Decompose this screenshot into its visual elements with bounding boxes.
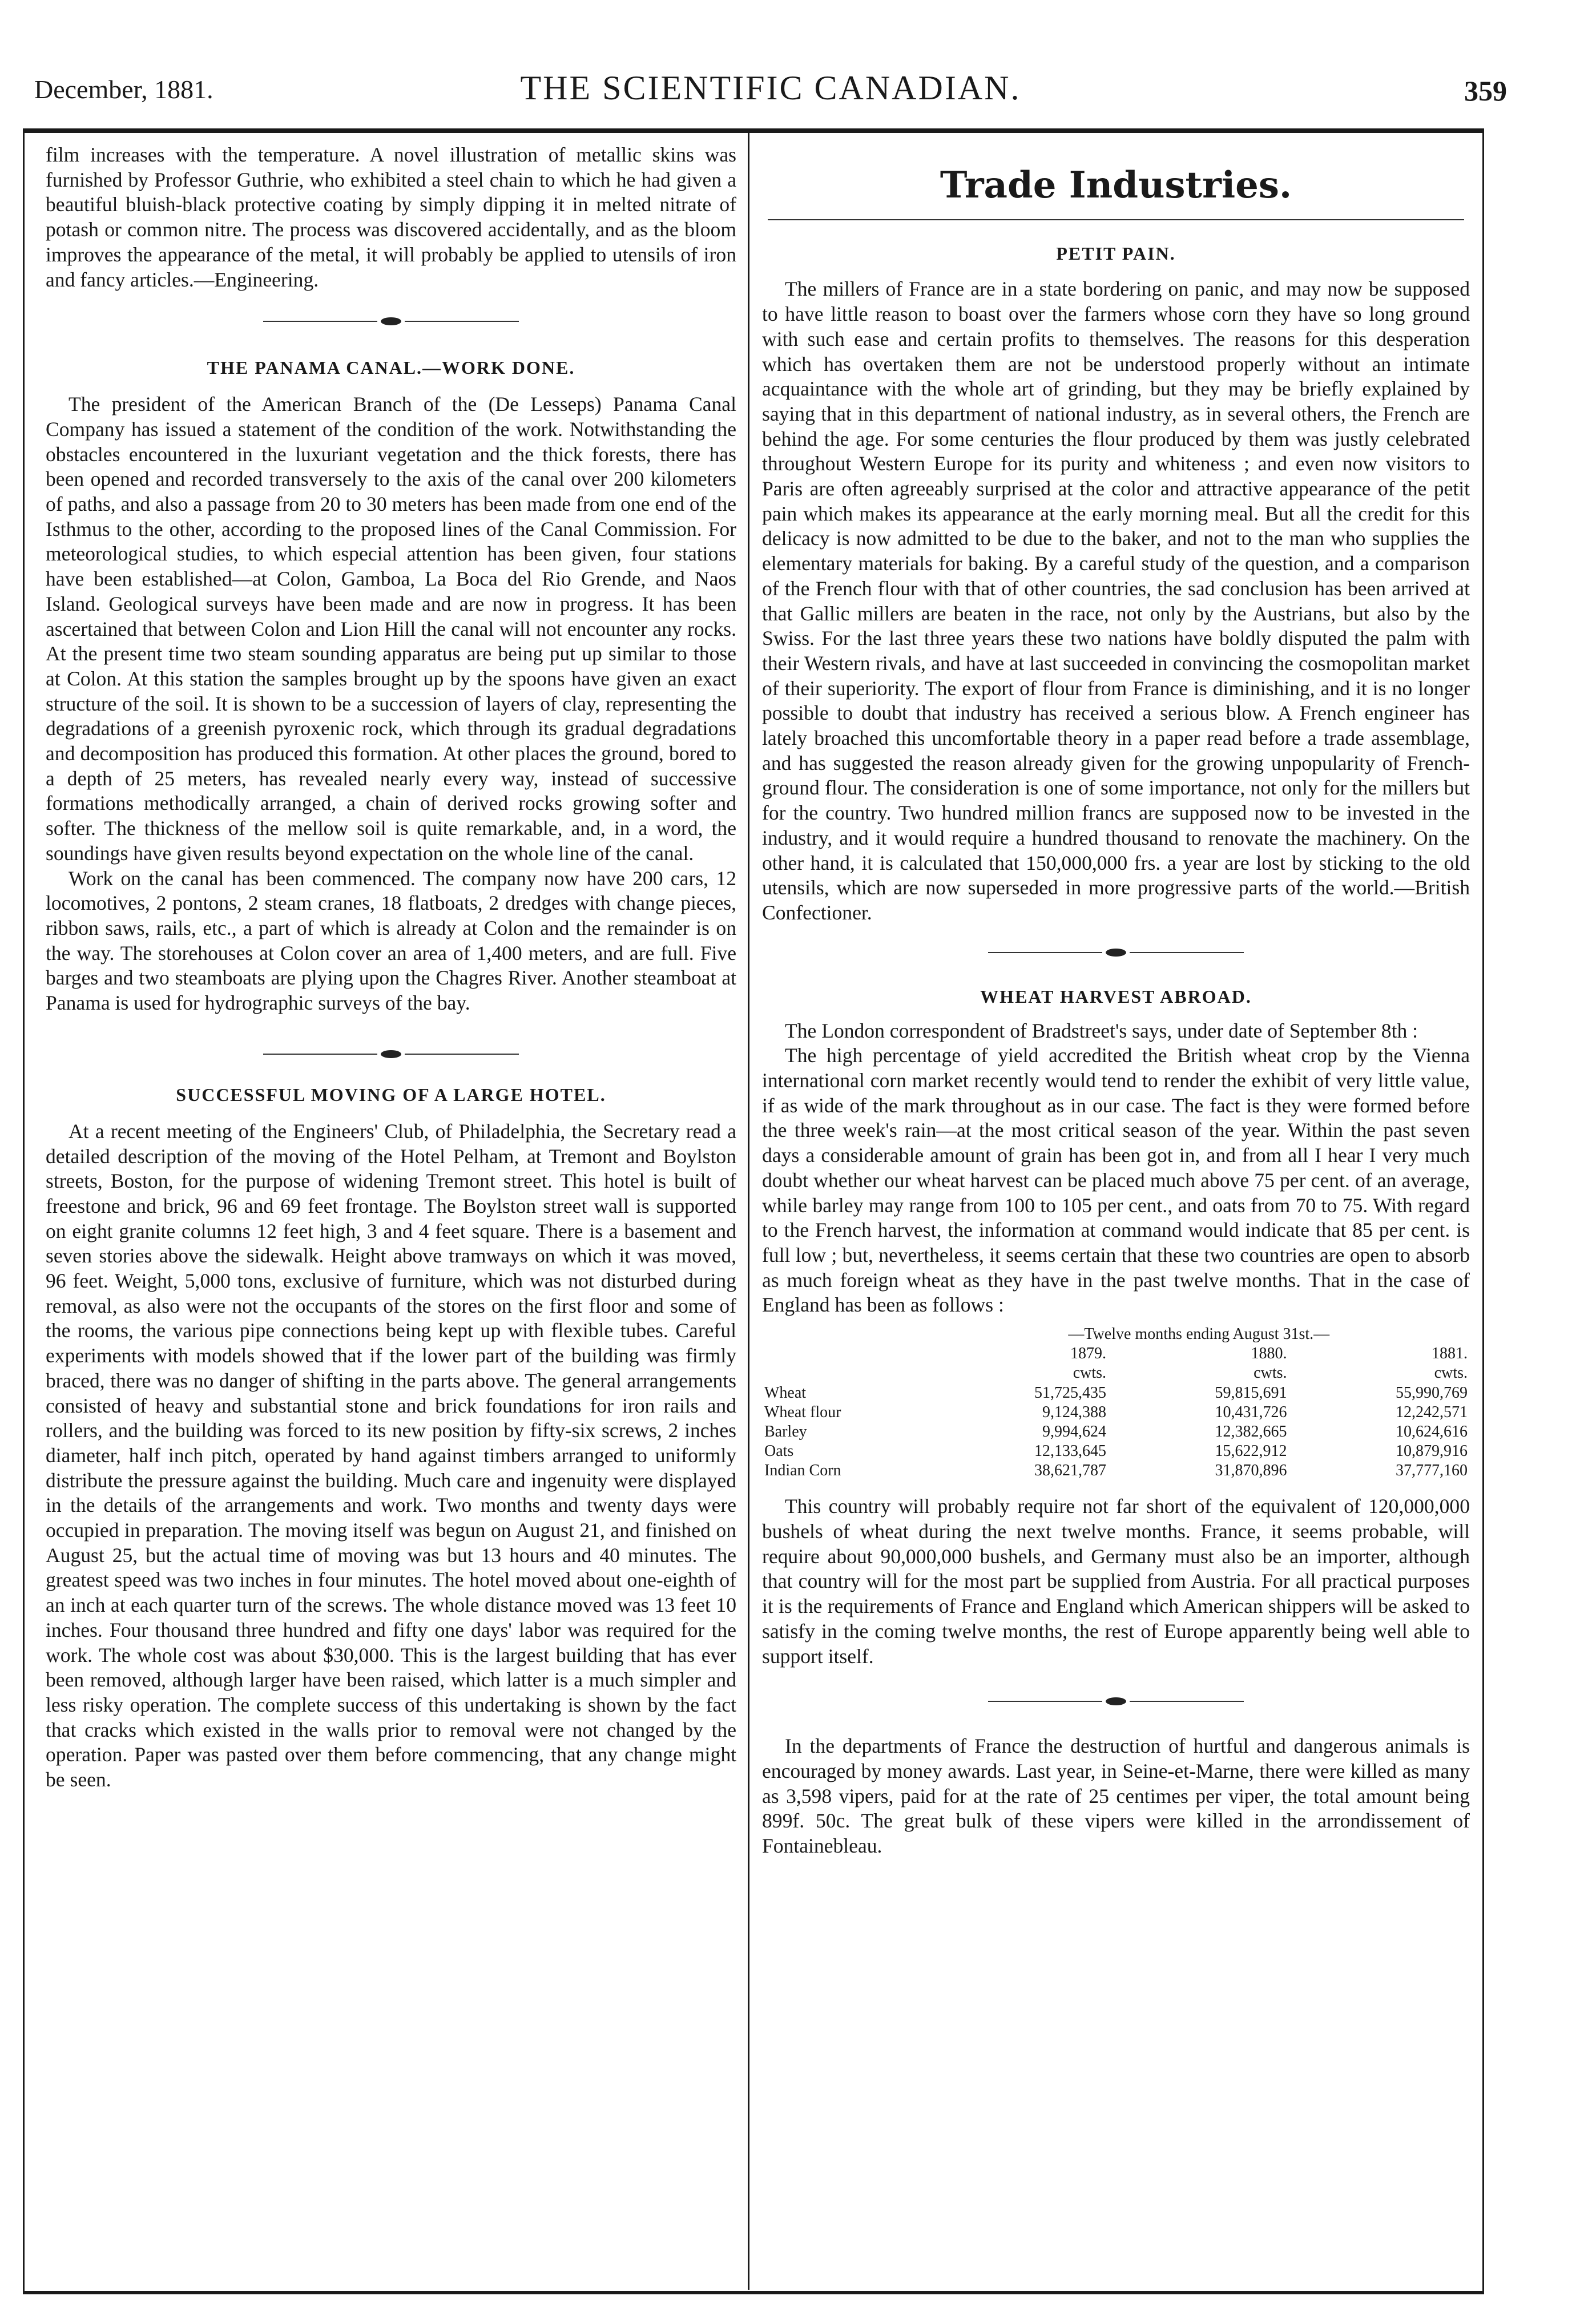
issue-date: December, 1881. <box>34 75 213 104</box>
table-cell: 37,777,160 <box>1396 1462 1468 1480</box>
table-cell: 10,624,616 <box>1396 1422 1468 1441</box>
table-cell: 51,725,435 <box>1034 1383 1107 1402</box>
page-number: 359 <box>1464 75 1507 107</box>
unit-header: cwts. <box>1434 1364 1468 1382</box>
intro-paragraph: film increases with the temperature. A novel illustration of metallic skins was furnished by Professor Guthrie, who exhibited a steel chain to which he had given a beautiful bluish-black protective coating by simply dipping it in melted nitrate of potash or common nitre. The process was discovered accidentally, and as the bloom improves the appearance of the metal, it will probably be applied to utensils of iron and fancy articles.—Engineering. <box>46 143 736 291</box>
panama-paragraph-1: The president of the American Branch of the (De Lesseps) Panama Canal Company has issued a statement of the condition of the work. Notwithstanding the obstacles encountered in the luxuriant vegetation and the thick forests, there has been opened and recorded transversely to the axis of the canal over 200 kilometers of paths, and also a passage from 20 to 30 meters has been made from one end of the Isthmus to the other, according to the proposed lines of the Canal Commission. For meteorological studies, to which especial attention has been given, four stations have been established—at Colon, Gamboa, La Boca del Rio Grende, and Naos Island. Geological surveys have been made and are now in progress. It has been ascertained that between Colon and Lion Hill the canal will not encounter any rocks. At the present time two steam sounding apparatus are being put up similar to those at Colon. At this station the samples brought up by the spoons have given an exact structure of the soil. It is shown to be a succession of layers of clay, representing the degradations of a greenish pyroxenic rock, which through its gradual degradations and decomposition has produced this formation. At other places the ground, bored to a depth of 25 meters, has revealed nearly every way, instead of successive formations methodically arranged, a chain of derived rocks growing softer and softer. The thickness of the mellow soil is quite remarkable, and, in a word, the soundings have given results beyond expectation on the whole line of the canal. <box>46 393 736 865</box>
year-header: 1881. <box>1432 1345 1468 1363</box>
row-label: Oats <box>764 1442 794 1460</box>
vipers-paragraph: In the departments of France the destruction of hurtful and dangerous animals is encouraged by money awards. Last year, in Seine-et-Marne, there were killed as many as 3,598 vipers, paid for at the rate of 25 centimes per viper, the total amount being 899f. 50c. The great bulk of these vipers were killed in the arrondissement of Fontainebleau. <box>762 1734 1470 1858</box>
table-row <box>762 1383 1470 1403</box>
table-cell: 55,990,769 <box>1396 1383 1468 1402</box>
row-label: Barley <box>764 1422 807 1441</box>
column-divider <box>748 132 749 2290</box>
wheat-paragraph-3: This country will probably require not far short of the equivalent of 120,000,000 bushels of wheat during the next twelve months. France, it seems probable, will require about 90,000,000 bushels, and Germany must also be an importer, although that country will for the most part be supplied from Austria. For all practical purposes it is the requirements of France and England which American shippers will be asked to satisfy in the coming twelve months, the rest of Europe apparently being well able to support itself. <box>762 1495 1470 1668</box>
table-cell: 38,621,787 <box>1034 1462 1107 1480</box>
year-header: 1879. <box>1070 1345 1107 1363</box>
table-row <box>762 1461 1470 1480</box>
wheat-paragraph-1: The London correspondent of Bradstreet's says, under date of September 8th : <box>785 1019 1418 1042</box>
section-ornament <box>762 1692 1470 1709</box>
table-cell: 59,815,691 <box>1215 1383 1287 1402</box>
panama-paragraph-2: Work on the canal has been commenced. The company now have 200 cars, 12 locomotives, 2 pontons, 2 steam cranes, 18 flatboats, 2 dredges with change pieces, ribbon saws, rails, etc., a part of which is already at Colon and the remainder is on the way. The storehouses at Colon cover an area of 1,400 meters, and are full. Five barges and two steamboats are plying upon the Chagres River. Another steamboat at Panama is used for hydrographic surveys of the bay. <box>46 866 736 1015</box>
table-cell: 9,124,388 <box>1042 1403 1107 1421</box>
publication-title: THE SCIENTIFIC CANADIAN. <box>520 69 1021 107</box>
table-row <box>762 1422 1470 1442</box>
section-ornament <box>762 943 1470 960</box>
table-cell: 9,994,624 <box>1042 1422 1107 1441</box>
year-header: 1880. <box>1251 1345 1287 1363</box>
table-cell: 31,870,896 <box>1215 1462 1287 1480</box>
table-cell: 10,431,726 <box>1215 1403 1287 1421</box>
table-caption: —Twelve months ending August 31st.— <box>1068 1325 1330 1343</box>
row-label: Wheat flour <box>764 1403 841 1421</box>
petit-pain-heading: PETIT PAIN. <box>1056 243 1176 264</box>
right-column <box>762 143 1470 2289</box>
wheat-heading: WHEAT HARVEST ABROAD. <box>980 986 1252 1007</box>
wheat-paragraph-2: The high percentage of yield accredited the British wheat crop by the Vienna international corn market recently would tend to render the exhibit of very little value, if as wide of the mark throughout as in our case. The fact is they were formed before the three week's rain—at the most critical season of the year. Within the past seven days a considerable amount of grain has been got in, and from all I hear I very much doubt whether our wheat harvest can be placed much above 75 per cent. of an average, while barley may range from 100 to 105 per cent., and oats from 70 to 75. With regard to the French harvest, the information at command would indicate that 85 per cent. is full low ; but, nevertheless, it seems certain that these two countries are open to absorb as much foreign wheat as they have in the past twelve months. That in the case of England has been as follows : <box>762 1044 1470 1317</box>
table-cell: 12,242,571 <box>1396 1403 1468 1421</box>
table-cell: 12,382,665 <box>1215 1422 1287 1441</box>
table-cell: 10,879,916 <box>1396 1442 1468 1460</box>
panama-heading: THE PANAMA CANAL.—WORK DONE. <box>207 357 575 378</box>
hotel-heading: SUCCESSFUL MOVING OF A LARGE HOTEL. <box>176 1084 606 1105</box>
section-ornament <box>46 1044 736 1062</box>
page-header <box>34 68 1507 131</box>
section-ornament <box>46 312 736 329</box>
table-cell: 15,622,912 <box>1215 1442 1287 1460</box>
table-row <box>762 1442 1470 1461</box>
petit-pain-paragraph: The millers of France are in a state bordering on panic, and may now be supposed to have little reason to boast over the farmers whose corn they have so long ground with such ease and certain profits to themselves. The reasons for this desperation which has overtaken them are not be understood properly without an intimate acquaintance with the whole art of grinding, but they may be briefly explained by saying that in this department of national industry, as in several others, the French are behind the age. For some centuries the flour produced by them was justly celebrated throughout Western Europe for its purity and whiteness ; and even now visitors to Paris are often agreeably surprised at the color and attractive appearance of the petit pain which makes its appearance at the early morning meal. But all the credit for this delicacy is now admitted to be due to the baker, and not to the man who supplies the elementary materials for baking. By a careful study of the question, and a comparison of the French flour with that of other countries, the sad conclusion has been arrived at that Gallic millers are beaten in the race, not only by the Austrians, but also by the Swiss. For the last three years these two nations have boldly disputed the palm with their Western rivals, and have at last succeeded in convincing the cosmopolitan market of their superiority. The export of flour from France is diminishing, and it is no longer possible to doubt that industry has received a serious blow. A French engineer has lately broached this uncomfortable theory in a paper read before a trade assemblage, and has suggested the reason already given for the growing unpopularity of French-ground flour. The consideration is one of some importance, not only for the millers but for the country. Two hundred million francs are supposed now to be invested in the industry, and it would require a hundred thousand to renovate the machinery. On the other hand, it is calculated that 150,000,000 frs. a year are lost by sticking to the old utensils, which are now superseded in more progressive parts of the world.—British Confectioner. <box>762 277 1470 924</box>
unit-header: cwts. <box>1254 1364 1287 1382</box>
row-label: Indian Corn <box>764 1462 841 1480</box>
trade-industries-title: Trade Industries. <box>940 164 1292 207</box>
hotel-paragraph-1: At a recent meeting of the Engineers' Club, of Philadelphia, the Secretary read a detailed description of the moving of the Hotel Pelham, at Tremont and Boylston streets, Boston, for the purpose of widening Tremont street. This hotel is built of freestone and brick, 96 and 69 feet frontage. The Boylston street wall is supported on eight granite columns 12 feet high, 3 and 4 feet square. There is a basement and seven stories above the sidewalk. Height above tramways on which it was moved, 96 feet. Weight, 5,000 tons, exclusive of furniture, which was not disturbed during removal, as also were not the occupants of the stores on the first floor and some of the rooms, the various pipe connections being kept up with flexible tubes. Careful experiments with models showed that if the lower part of the building was firmly braced, there was no danger of shifting in the parts above. The general arrangements consisted of heavy and substantial stone and brick foundations for iron rails and rollers, and the building was forced to its new position by fifty-six screws, 2 inches diameter, half inch pitch, operated by hand against timbers arranged to uniformly distribute the pressure against the building. Much care and ingenuity were displayed in the details of the arrangements and work. Two months and twenty days were occupied in preparation. The moving itself was begun on August 21, and finished on August 25, but the actual time of moving was but 13 hours and 40 minutes. The greatest speed was two inches in four minutes. The hotel moved about one-eighth of an inch at each quarter turn of the screws. The whole distance moved was 13 feet 10 inches. Four thousand three hundred and fifty one days' labor was required for the work. The whole cost was about $30,000. This is the largest building that has ever been removed, although larger have been raised, which latter is a much simpler and less risky operation. The complete success of this undertaking is shown by the fact that cracks which existed in the walls prior to removal were not changed by the operation. Paper was pasted over them before commencing, that any change might be seen. <box>46 1119 736 1792</box>
left-column <box>46 143 736 2289</box>
row-label: Wheat <box>764 1383 807 1402</box>
harvest-table <box>762 1325 1470 1480</box>
table-cell: 12,133,645 <box>1034 1442 1107 1460</box>
unit-header: cwts. <box>1073 1364 1107 1382</box>
table-row <box>762 1403 1470 1422</box>
